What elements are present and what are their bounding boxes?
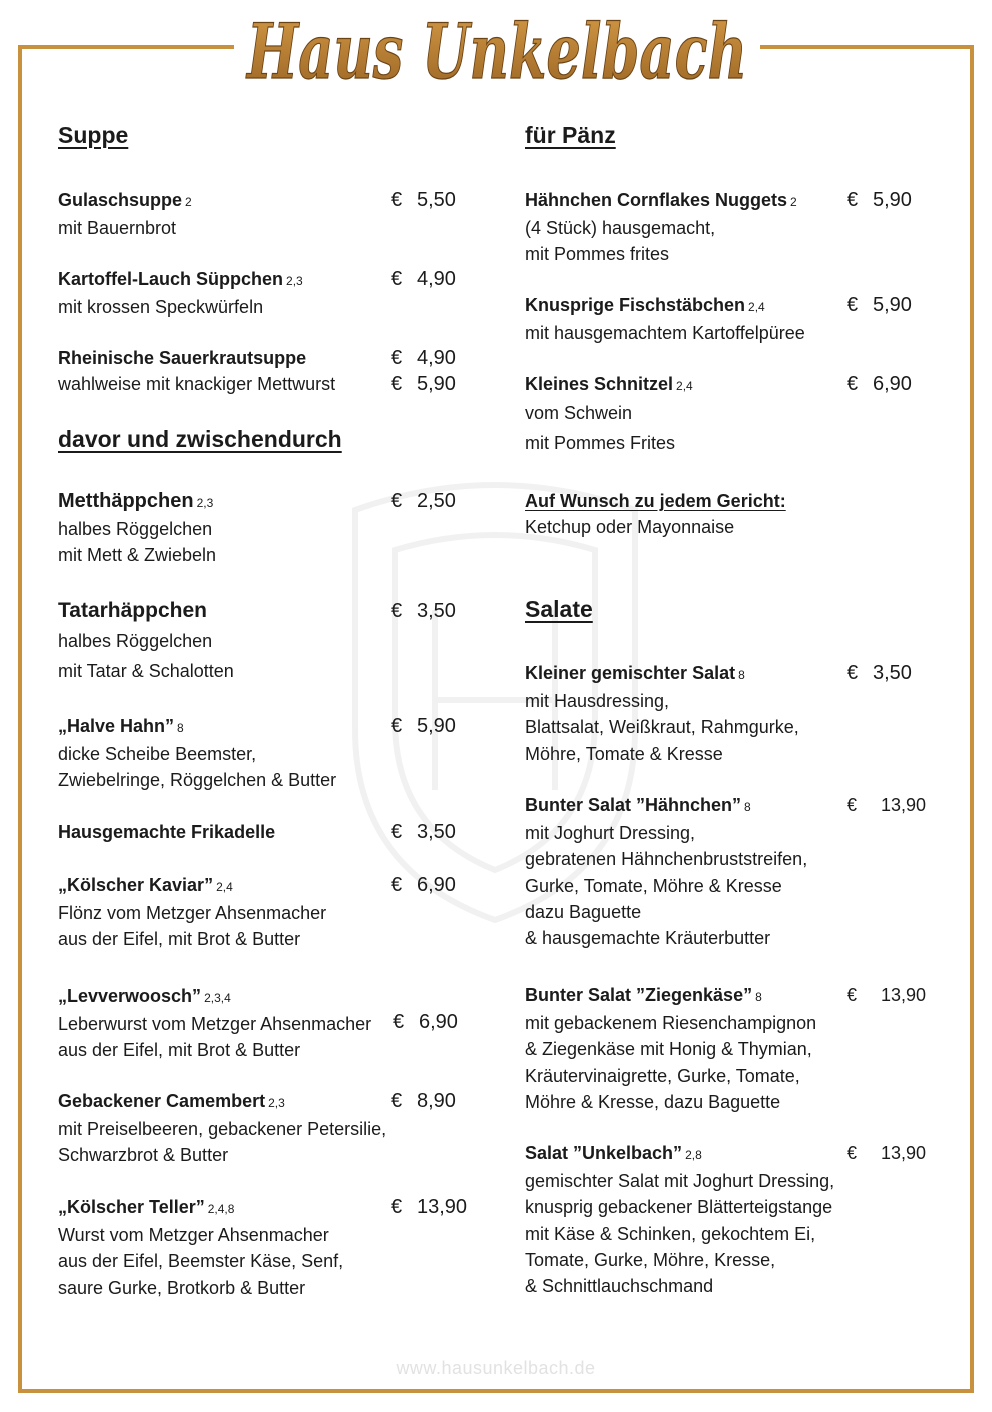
menu-item-frikadelle xyxy=(58,819,488,845)
item-price-alt xyxy=(391,371,456,397)
item-description: mit Tatar & Schalotten xyxy=(58,660,234,681)
currency-symbol: € xyxy=(847,795,858,815)
currency-symbol: € xyxy=(847,189,859,211)
price-value: 13,90 xyxy=(881,1143,927,1163)
frame-top-left xyxy=(18,45,234,49)
currency-symbol: € xyxy=(847,294,859,316)
item-description: & Ziegenkäse mit Honig & Thymian, xyxy=(525,1039,812,1060)
currency-symbol: € xyxy=(391,347,403,369)
currency-symbol: € xyxy=(391,600,403,622)
item-name: Kleiner gemischter Salat xyxy=(525,663,736,683)
allergen-codes: 8 xyxy=(755,990,762,1004)
item-description: knusprig gebackener Blätterteigstange xyxy=(525,1197,833,1218)
item-description: Tomate, Gurke, Möhre, Kresse, xyxy=(525,1249,776,1270)
item-price xyxy=(391,187,456,213)
item-name: Bunter Salat ”Hähnchen” xyxy=(525,795,742,815)
item-name: „Levverwoosch” xyxy=(58,986,202,1006)
allergen-codes: 2 xyxy=(790,195,797,209)
item-price xyxy=(391,872,456,898)
menu-item-nuggets xyxy=(525,187,945,268)
item-description: halbes Röggelchen xyxy=(58,631,213,651)
item-description: Kräutervinaigrette, Gurke, Tomate, xyxy=(525,1065,800,1086)
menu-item-kartoffel-lauch xyxy=(58,266,488,320)
allergen-codes: 2,3,4 xyxy=(204,991,231,1005)
menu-item-salat-ziegenkaese xyxy=(525,982,945,1115)
currency-symbol: € xyxy=(847,1143,858,1163)
currency-symbol: € xyxy=(391,1196,403,1218)
item-description: Schwarzbrot & Butter xyxy=(58,1145,229,1166)
menu-item-camembert xyxy=(58,1088,488,1169)
allergen-codes: 2,4,8 xyxy=(207,1202,235,1216)
section-title-davor: davor und zwischendurch xyxy=(58,426,342,452)
price-value: 4,90 xyxy=(417,268,456,290)
item-description: mit krossen Speckwürfeln xyxy=(58,297,264,317)
item-price xyxy=(847,660,912,686)
item-description: Gurke, Tomate, Möhre & Kresse xyxy=(525,875,782,896)
frame-left xyxy=(18,45,22,1393)
item-description: dicke Scheibe Beemster, xyxy=(58,744,257,764)
item-description: Flönz vom Metzger Ahsenmacher xyxy=(58,903,327,923)
item-description: mit Käse & Schinken, gekochtem Ei, xyxy=(525,1223,816,1244)
item-description: mit Preiselbeeren, gebackener Petersilie, xyxy=(58,1119,387,1139)
frame-top-right xyxy=(760,45,974,49)
website-footer: www.hausunkelbach.de xyxy=(396,1358,596,1378)
note-text: Ketchup oder Mayonnaise xyxy=(525,517,735,537)
price-value: 5,50 xyxy=(417,189,456,211)
menu-item-koelscher-kaviar xyxy=(58,872,488,953)
item-description: gemischter Salat mit Joghurt Dressing, xyxy=(525,1171,835,1191)
item-description: Wurst vom Metzger Ahsenmacher xyxy=(58,1225,329,1245)
item-description: Blattsalat, Weißkraut, Rahmgurke, xyxy=(525,717,799,738)
section-title-suppe: Suppe xyxy=(58,122,129,148)
item-price xyxy=(847,371,912,397)
item-description: aus der Eifel, mit Brot & Butter xyxy=(58,929,301,950)
currency-symbol: € xyxy=(847,985,858,1005)
price-value: 6,90 xyxy=(873,373,912,395)
currency-symbol: € xyxy=(391,490,403,512)
item-name: Gebackener Camembert xyxy=(58,1091,266,1111)
item-price xyxy=(391,345,456,371)
item-price xyxy=(847,792,926,818)
item-description: aus der Eifel, Beemster Käse, Senf, xyxy=(58,1251,344,1272)
menu-item-tatarhaeppchen xyxy=(58,598,488,686)
item-description: mit Bauernbrot xyxy=(58,218,177,238)
item-description: dazu Baguette xyxy=(525,901,642,922)
section-title-paenz: für Pänz xyxy=(525,122,616,148)
menu-item-salat-haehnchen xyxy=(525,792,945,951)
item-description: mit gebackenem Riesenchampignon xyxy=(525,1013,817,1033)
allergen-codes: 8 xyxy=(738,668,745,682)
frame-bottom xyxy=(18,1389,974,1393)
price-value: 5,90 xyxy=(873,294,912,316)
section-title-salate: Salate xyxy=(525,596,593,622)
menu-item-kleines-schnitzel xyxy=(525,371,945,458)
currency-symbol: € xyxy=(847,373,859,395)
item-description: Zwiebelringe, Röggelchen & Butter xyxy=(58,770,337,791)
item-name: „Halve Hahn” xyxy=(58,716,175,736)
side-note xyxy=(525,488,945,540)
item-name: Tatarhäppchen xyxy=(58,599,207,622)
item-name: Knusprige Fischstäbchen xyxy=(525,295,746,315)
allergen-codes: 2,3 xyxy=(286,274,303,288)
allergen-codes: 2,3 xyxy=(268,1096,285,1110)
menu-item-salat-unkelbach xyxy=(525,1140,945,1299)
item-name: Hausgemachte Frikadelle xyxy=(58,822,276,842)
allergen-codes: 2,4 xyxy=(216,880,233,894)
item-description: aus der Eifel, mit Brot & Butter xyxy=(58,1040,301,1061)
item-name: Gulaschsuppe xyxy=(58,190,183,210)
item-description: halbes Röggelchen xyxy=(58,519,213,539)
item-description: & hausgemachte Kräuterbutter xyxy=(525,928,771,949)
price-value: 3,50 xyxy=(873,662,912,684)
item-name: Bunter Salat ”Ziegenkäse” xyxy=(525,985,753,1005)
currency-symbol: € xyxy=(847,662,859,684)
item-price xyxy=(391,1009,458,1035)
price-value: 5,90 xyxy=(873,189,912,211)
item-price xyxy=(391,1088,456,1114)
item-price xyxy=(391,819,456,845)
price-value: 3,50 xyxy=(417,821,456,843)
note-title: Auf Wunsch zu jedem Gericht: xyxy=(525,491,786,511)
item-description: saure Gurke, Brotkorb & Butter xyxy=(58,1277,306,1298)
item-price xyxy=(391,1194,467,1220)
item-price xyxy=(847,982,926,1008)
menu-item-koelscher-teller xyxy=(58,1194,488,1301)
item-description: mit Pommes Frites xyxy=(525,432,676,453)
currency-symbol: € xyxy=(391,715,403,737)
allergen-codes: 8 xyxy=(177,721,184,735)
item-price xyxy=(847,1140,926,1166)
price-value: 2,50 xyxy=(417,490,456,512)
menu-item-levverwoosch xyxy=(58,983,488,1064)
item-price xyxy=(847,187,912,213)
price-value: 3,50 xyxy=(417,600,456,622)
item-description: (4 Stück) hausgemacht, xyxy=(525,218,716,238)
item-description: mit Joghurt Dressing, xyxy=(525,823,696,843)
item-price xyxy=(391,266,456,292)
item-name: Kartoffel-Lauch Süppchen xyxy=(58,269,284,289)
item-name: Salat ”Unkelbach” xyxy=(525,1143,683,1163)
item-description: Möhre, Tomate & Kresse xyxy=(525,743,723,764)
item-description: mit Hausdressing, xyxy=(525,691,670,711)
frame-right xyxy=(970,45,974,1393)
price-value: 8,90 xyxy=(417,1090,456,1112)
item-description: Leberwurst vom Metzger Ahsenmacher xyxy=(58,1014,372,1034)
price-value: 6,90 xyxy=(417,874,456,896)
item-description: wahlweise mit knackiger Mettwurst xyxy=(58,374,336,394)
restaurant-title-text: Haus Unkelbach xyxy=(245,7,747,96)
item-name: „Kölscher Kaviar” xyxy=(58,875,214,895)
menu-item-halve-hahn xyxy=(58,713,488,794)
item-name: Metthäppchen xyxy=(58,490,194,512)
price-value: 13,90 xyxy=(417,1196,468,1218)
item-name: Rheinische Sauerkrautsuppe xyxy=(58,348,307,368)
price-value: 6,90 xyxy=(419,1011,458,1033)
currency-symbol: € xyxy=(391,268,403,290)
item-description: mit Mett & Zwiebeln xyxy=(58,545,217,566)
menu-item-gulaschsuppe xyxy=(58,187,488,241)
allergen-codes: 2,4 xyxy=(748,300,765,314)
allergen-codes: 2 xyxy=(185,195,192,209)
price-value: 5,90 xyxy=(417,373,456,395)
menu-item-metthaeppchen xyxy=(58,488,488,569)
price-value: 13,90 xyxy=(881,795,927,815)
restaurant-title xyxy=(236,0,758,108)
item-description: mit hausgemachtem Kartoffelpüree xyxy=(525,323,805,343)
currency-symbol: € xyxy=(391,189,403,211)
item-description: gebratenen Hähnchenbruststreifen, xyxy=(525,849,808,870)
currency-symbol: € xyxy=(391,821,403,843)
item-name: „Kölscher Teller” xyxy=(58,1197,205,1217)
item-description: vom Schwein xyxy=(525,403,633,423)
item-description: & Schnittlauchschmand xyxy=(525,1276,714,1297)
allergen-codes: 2,3 xyxy=(196,496,214,510)
menu-item-sauerkrautsuppe xyxy=(58,345,488,397)
price-value: 13,90 xyxy=(881,985,927,1005)
currency-symbol: € xyxy=(391,1090,403,1112)
item-price xyxy=(847,292,912,318)
item-description: Möhre & Kresse, dazu Baguette xyxy=(525,1091,781,1112)
item-price xyxy=(391,488,456,514)
allergen-codes: 8 xyxy=(744,800,751,814)
currency-symbol: € xyxy=(393,1011,405,1033)
item-name: Kleines Schnitzel xyxy=(525,374,674,394)
menu-item-fischstaebchen xyxy=(525,292,945,346)
item-price xyxy=(391,713,456,739)
allergen-codes: 2,8 xyxy=(685,1148,702,1162)
currency-symbol: € xyxy=(391,874,403,896)
allergen-codes: 2,4 xyxy=(676,379,693,393)
item-price xyxy=(391,598,456,624)
item-description: mit Pommes frites xyxy=(525,244,670,265)
price-value: 4,90 xyxy=(417,347,456,369)
menu-item-kleiner-salat xyxy=(525,660,945,767)
price-value: 5,90 xyxy=(417,715,456,737)
currency-symbol: € xyxy=(391,373,403,395)
item-name: Hähnchen Cornflakes Nuggets xyxy=(525,190,788,210)
